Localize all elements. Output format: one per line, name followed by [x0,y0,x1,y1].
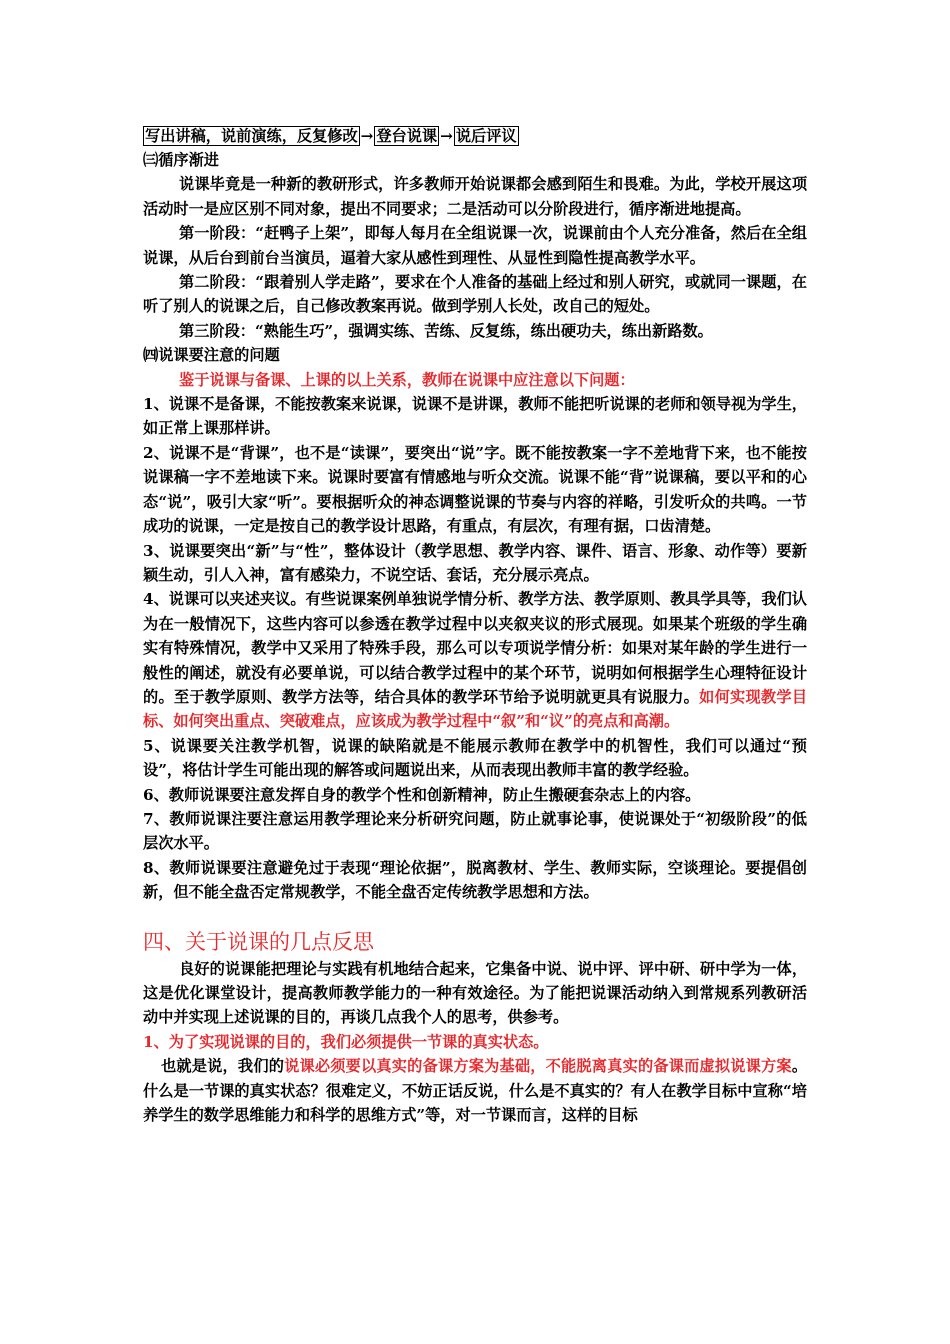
issue-item-7: 7、教师说课注要注意运用教学理论来分析研究问题，防止就事论事，使说课处于“初级阶段”的低层次水平。 [143,809,807,853]
process-flow [143,124,807,148]
real-state-highlight: 说课必须要以真实的备课方案为基础，不能脱离真实的备课而虚拟说课方案 [284,1057,792,1076]
issue-item-3: 3、说课要突出“新”与“性”，整体设计（教学思想、教学内容、课件、语言、形象、动作等）要新颖生动，引人入神，富有感染力，不说空话、套话，充分展示亮点。 [143,541,807,584]
issue-item-6: 6、教师说课要注意发挥自身的教学个性和创新精神，防止生搬硬套杂志上的内容。 [143,785,701,804]
part-heading-reflections: 四、关于说课的几点反思 [143,929,374,954]
issue-item-4-text: 4、说课可以夹述夹议。有些说课案例单独说学情分析、教学方法、教学原则、教具学具等，我们认为在一般情况下，这些内容可以参透在教学过程中以夹叙夹议的形式展现。如果某个班级的学生确实有特殊情况，教学中又采用了特殊手段，那么可以专项说学情分析：如果对某年龄的学生进行一般性的阐述，就没有必要单说，可以结合教学过程中的某个环节，说明如何根据学生心理特征设计的。至于教学原则、教学方法等，结合具体的教学环节给予说明就更具有说服力。 [143,590,807,706]
issue-item-1: 1、说课不是备课，不能按教案来说课，说课不是讲课，教师不能把听说课的老师和领导视为学生，如正常上课那样讲。 [143,395,807,438]
page-content [143,124,807,1127]
issue-item-4 [143,587,807,733]
flow-step-present: 登台说课 [376,127,438,145]
issue-item-5: 5、说课要关注教学机智，说课的缺陷就是不能展示教师在教学中的机智性，我们可以通过“预设”，将估计学生可能出现的解答或问题说出来，从而表现出教师丰富的教学经验。 [143,736,807,780]
issue-item-8: 8、教师说课要注意避免过于表现“理论依据”，脱离教材、学生、教师实际，空谈理论。要提倡创新，但不能全盘否定常规教学，不能全盘否定传统教学思想和方法。 [143,858,807,902]
section-heading-issues: ㈣说课要注意的问题 [143,346,280,365]
arrow-right-icon: → [360,127,374,145]
real-state-rest: 。什么是一节课的真实状态？很难定义，不妨正话反说，什么是不真实的？有人在教学目标中宣称“培养学生的数学思维能力和科学的思维方式”等，对一节课而言，这样的目标 [143,1057,808,1125]
section-heading-gradual: ㈢循序渐进 [143,151,219,169]
flow-step-write-rehearse: 写出讲稿，说前演练，反复修改 [145,127,358,145]
paragraph-real-state [143,1054,807,1127]
paragraph-reflections-intro: 良好的说课能把理论与实践有机地结合起来，它集备中说、说中评、评中研、研中学为一体，这是优化课堂设计，提高教师教学能力的一种有效途径。为了能把说课活动纳入到常规系列教研活动中并实现上述说课的目的，再谈几点我个人的思考，供参考。 [143,959,807,1027]
paragraph-gradual-intro: 说课毕竟是一种新的教研形式，许多教师开始说课都会感到陌生和畏难。为此，学校开展这项活动时一是应区别不同对象，提出不同要求；二是活动可以分阶段进行，循序渐进地提高。 [143,175,807,218]
flow-step-review: 说后评议 [455,127,517,145]
paragraph-stage-1: 第一阶段：“赶鸭子上架”，即每人每月在全组说课一次，说课前由个人充分准备，然后在全组说课，从后台到前台当演员，逼着大家从感性到理性、从显性到隐性提高教学水平。 [143,224,807,267]
issues-lead: 鉴于说课与备课、上课的以上关系，教师在说课中应注意以下问题： [179,370,635,389]
real-state-lead: 也就是说，我们的 [161,1057,285,1076]
paragraph-stage-3: 第三阶段：“熟能生巧”，强调实练、苦练、反复练，练出硬功夫，练出新路数。 [179,321,713,340]
arrow-right-icon: → [440,127,453,145]
issue-item-4-highlight: 如何实现教学目标、如何突出重点、突破难点，应该成为教学过程中“叙”和“议”的亮点和高潮。 [143,687,808,731]
reflection-point-1: 1、为了实现说课的目的，我们必须提供一节课的真实状态。 [143,1032,549,1051]
issue-item-2: 2、说课不是“背课”，也不是“读课”，要突出“说”字。既不能按教案一字不差地背下来，也不能按说课稿一字不差地读下来。说课时要富有情感地与听众交流。说课不能“背”说课稿，要以平和的心态“说”，吸引大家“听”。要根据听众的神态调整说课的节奏与内容的祥略，引发听众的共鸣。一节成功的说课，一定是按自己的教学设计思路，有重点，有层次，有理有据，口齿清楚。 [143,443,807,536]
paragraph-stage-2: 第二阶段：“跟着别人学走路”，要求在个人准备的基础上经过和别人研究，或就同一课题，在听了别人的说课之后，自己修改教案再说。做到学别人长处，改自己的短处。 [143,273,807,316]
